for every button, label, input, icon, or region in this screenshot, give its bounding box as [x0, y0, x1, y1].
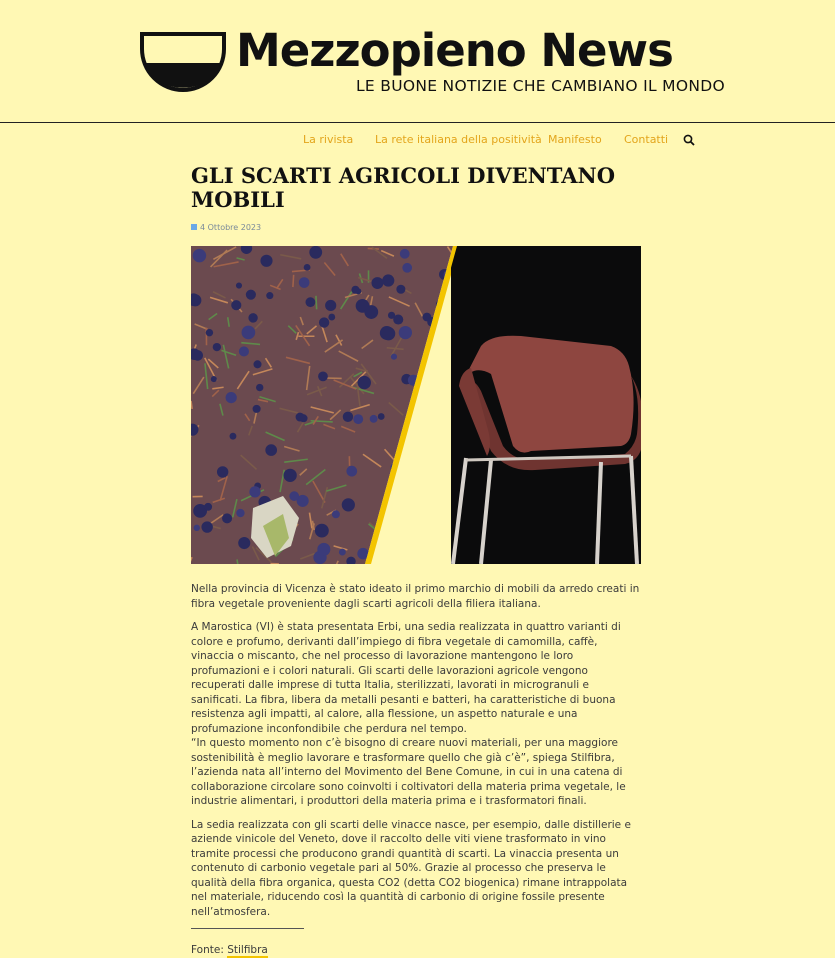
header-divider	[0, 122, 835, 123]
site-tagline: LE BUONE NOTIZIE CHE CAMBIANO IL MONDO	[356, 77, 725, 95]
quote-text: “In questo momento non c’è bisogno di creare nuovi materiali, per una maggiore sostenibilità è meglio lavorare e trasformare quello che già c’è”, spiega Stilfibra, l’azienda nata all’interno del Movimento del Bene Comune, in cui in una catena di collaborazione circolare sono coinvolti i coltivatori della materia prima vegetale, le industrie alimentari, i produttori della materia prima e i trasformatori finali.	[191, 737, 626, 807]
chair-photo	[451, 246, 641, 564]
article-title: GLI SCARTI AGRICOLI DIVENTANO MOBILI	[191, 164, 641, 212]
source-link[interactable]: Stilfibra	[227, 944, 268, 958]
site-title[interactable]: Mezzopieno News	[236, 24, 673, 78]
half-full-glass-logo-icon[interactable]	[139, 31, 227, 95]
main-nav	[0, 133, 835, 149]
source-separator	[191, 928, 304, 929]
article-paragraph: La sedia realizzata con gli scarti delle vinacce nasce, per esempio, dalle distillerie e aziende vinicole del Veneto, dove il raccolto delle viti viene trasformato in vino tramite processi che producono grandi quantità di scarti. La vinaccia presenta un contenuto di carbonio vegetale pari al 50%. Grazie al processo che preserva le qualità della fibra organica, questa CO2 (detta CO2 biogenica) rimane intrappolata nel materiale, riducendo così la quantità di carbonio di origine fossile presente nell’atmosfera.	[191, 818, 641, 920]
article-paragraph	[191, 620, 641, 809]
article-body	[191, 582, 641, 958]
article-paragraph: Nella provincia di Vicenza è stato ideato il primo marchio di mobili da arredo creati in fibra vegetale proveniente dagli scarti agricoli della filiera italiana.	[191, 582, 641, 611]
search-icon[interactable]	[683, 134, 695, 146]
source-label: Fonte:	[191, 944, 224, 956]
grape-pomace-photo	[191, 246, 474, 564]
paragraph-text: A Marostica (VI) è stata presentata Erbi, una sedia realizzata in quattro varianti di colore e profumo, derivanti dall’impiego di fibra vegetale di camomilla, caffè, vinaccia o miscanto, che nel processo di lavorazione mantengono le loro profumazioni e i colori naturali. Gli scarti delle lavorazioni agricole vengono recuperati dalle imprese di tutta Italia, sterilizzati, lavorati in microgranuli e sanificati. La fibra, libera da metalli pesanti e batteri, ha caratteristiche di buona resistenza agli impatti, al calore, alla flessione, un aspetto naturale e una profumazione inconfondibile che perdura nel tempo.	[191, 621, 621, 735]
featured-image	[191, 246, 641, 564]
nav-item-la-rivista[interactable]: La rivista	[303, 133, 353, 146]
article-date	[191, 223, 261, 232]
site-header	[0, 0, 835, 122]
nav-item-manifesto[interactable]: Manifesto	[548, 133, 602, 146]
nav-item-rete-positivita[interactable]: La rete italiana della positività	[375, 133, 542, 146]
article-date-text: 4 Ottobre 2023	[200, 223, 261, 232]
article-source	[191, 943, 641, 958]
calendar-icon	[191, 224, 197, 230]
nav-item-contatti[interactable]: Contatti	[624, 133, 668, 146]
